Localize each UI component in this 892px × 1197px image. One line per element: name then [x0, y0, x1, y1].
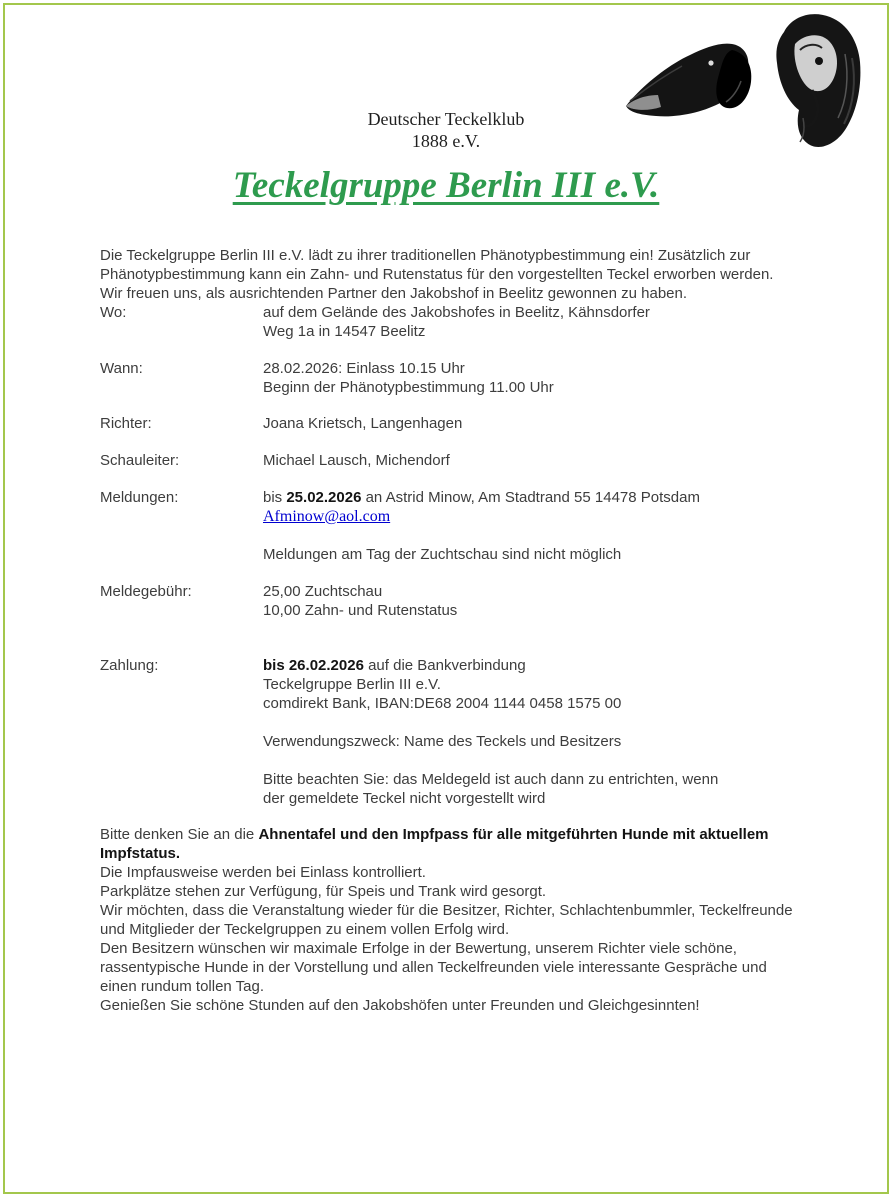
meldungen-note: Meldungen am Tag der Zuchtschau sind nicht möglich	[263, 546, 622, 563]
closing-parkplatz-paragraph: Parkplätze stehen zur Verfügung, für Speis und Trank wird gesorgt.	[100, 883, 547, 900]
zahlung-line-3: comdirekt Bank, IBAN:DE68 2004 1144 0458 1575 00	[263, 695, 622, 712]
detail-label-wann: Wann:	[100, 360, 143, 377]
closing-erfolg-paragraph: Wir möchten, dass die Veranstaltung wieder für die Besitzer, Richter, Schlachtenbummler, Teckelfreunde und Mitglieder der Teckelgruppen zu einem vollen Erfolg wird.	[100, 902, 793, 938]
dachshund-left-head	[626, 44, 751, 117]
meldegebuehr-line-2: 10,00 Zahn- und Rutenstatus	[263, 602, 458, 619]
detail-value-meldungen	[263, 488, 796, 564]
blank-line	[263, 751, 796, 770]
wo-line-2: Weg 1a in 14547 Beelitz	[263, 323, 426, 340]
closing-impfpass-paragraph	[100, 825, 796, 882]
intro-paragraph-1: Die Teckelgruppe Berlin III e.V. lädt zu ihrer traditionellen Phänotypbestimmung ein! Zusätzlich zur Phänotypbestimmung kann ein Zahn- und Rutenstatus für den vorgestellten Teckel erworben werden.	[100, 247, 774, 283]
closing-wuensche-paragraph: Den Besitzern wünschen wir maximale Erfolge in der Bewertung, unserem Richter viele schöne, rassentypische Hunde in der Vorstellung und allen Teckelfreunden viele interessante Gespräche und einen rundum tollen Tag.	[100, 940, 767, 995]
zahlung-note-line-2: der gemeldete Teckel nicht vorgestellt wird	[263, 790, 546, 807]
closing-geniessen-paragraph: Genießen Sie schöne Stunden auf den Jakobshöfen unter Freunden und Gleichgesinnten!	[100, 997, 700, 1014]
wann-line-2: Beginn der Phänotypbestimmung 11.00 Uhr	[263, 379, 554, 396]
zahlung-rest: auf die Bankverbindung	[363, 657, 526, 674]
detail-label-meldegebuehr: Meldegebühr:	[100, 583, 192, 600]
club-founding-year: 1888 e.V.	[411, 131, 481, 151]
closing-p1-pre: Bitte denken Sie an die	[100, 826, 259, 843]
closing-p1-bold: Ahnentafel und den Impfpass für alle mitgeführten Hunde mit aktuellem Impfstatus.	[100, 826, 769, 862]
document-body	[0, 208, 892, 1015]
wo-line-1: auf dem Gelände des Jakobshofes in Beelitz, Kähnsdorfer	[263, 304, 650, 321]
zahlung-line-2: Teckelgruppe Berlin III e.V.	[263, 676, 441, 693]
email-link[interactable]: Afminow@aol.com	[263, 508, 391, 525]
dachshund-right-head	[776, 14, 860, 147]
zahlung-line-1	[263, 656, 796, 675]
closing-p1-rest: Die Impfausweise werden bei Einlass kontrolliert.	[100, 864, 426, 881]
detail-row-meldungen	[100, 488, 796, 564]
zahlung-note-line-1: Bitte beachten Sie: das Meldegeld ist auch dann zu entrichten, wenn	[263, 771, 719, 788]
detail-row-wann	[100, 359, 796, 397]
detail-value-wann	[263, 359, 796, 397]
meldungen-line-1	[263, 488, 796, 507]
detail-label-meldungen: Meldungen:	[100, 489, 179, 506]
detail-value-zahlung	[263, 656, 796, 808]
detail-label-schauleiter: Schauleiter:	[100, 452, 180, 469]
zahlung-deadline: bis 26.02.2026	[263, 657, 364, 674]
meldungen-post: an Astrid Minow, Am Stadtrand 55 14478 Potsdam	[361, 489, 700, 506]
meldungen-deadline: 25.02.2026	[286, 489, 362, 506]
meldegebuehr-line-1: 25,00 Zuchtschau	[263, 583, 383, 600]
detail-label-zahlung: Zahlung:	[100, 657, 159, 674]
detail-value-wo	[263, 303, 796, 341]
detail-label-richter: Richter:	[100, 415, 152, 432]
detail-row-wo	[100, 303, 796, 341]
detail-value-richter: Joana Krietsch, Langenhagen	[263, 415, 463, 432]
club-name: Deutscher Teckelklub	[367, 109, 525, 129]
meldungen-line-2	[263, 507, 796, 526]
wann-line-1: 28.02.2026: Einlass 10.15 Uhr	[263, 360, 465, 377]
detail-row-schauleiter	[100, 451, 796, 470]
page-title: Teckelgruppe Berlin III e.V.	[232, 165, 660, 206]
detail-row-zahlung	[100, 656, 796, 808]
detail-row-meldegebuehr	[100, 582, 796, 620]
zahlung-purpose: Verwendungszweck: Name des Teckels und Besitzers	[263, 733, 622, 750]
intro-paragraph-2: Wir freuen uns, als ausrichtenden Partner den Jakobshof in Beelitz gewonnen zu haben.	[100, 285, 688, 302]
blank-line	[263, 713, 796, 732]
dachshund-heads-illustration	[614, 6, 882, 156]
blank-line	[263, 526, 796, 545]
detail-value-schauleiter: Michael Lausch, Michendorf	[263, 452, 450, 469]
meldungen-pre: bis	[263, 489, 287, 506]
detail-value-meldegebuehr	[263, 582, 796, 620]
detail-row-richter	[100, 414, 796, 433]
detail-label-wo: Wo:	[100, 304, 127, 321]
